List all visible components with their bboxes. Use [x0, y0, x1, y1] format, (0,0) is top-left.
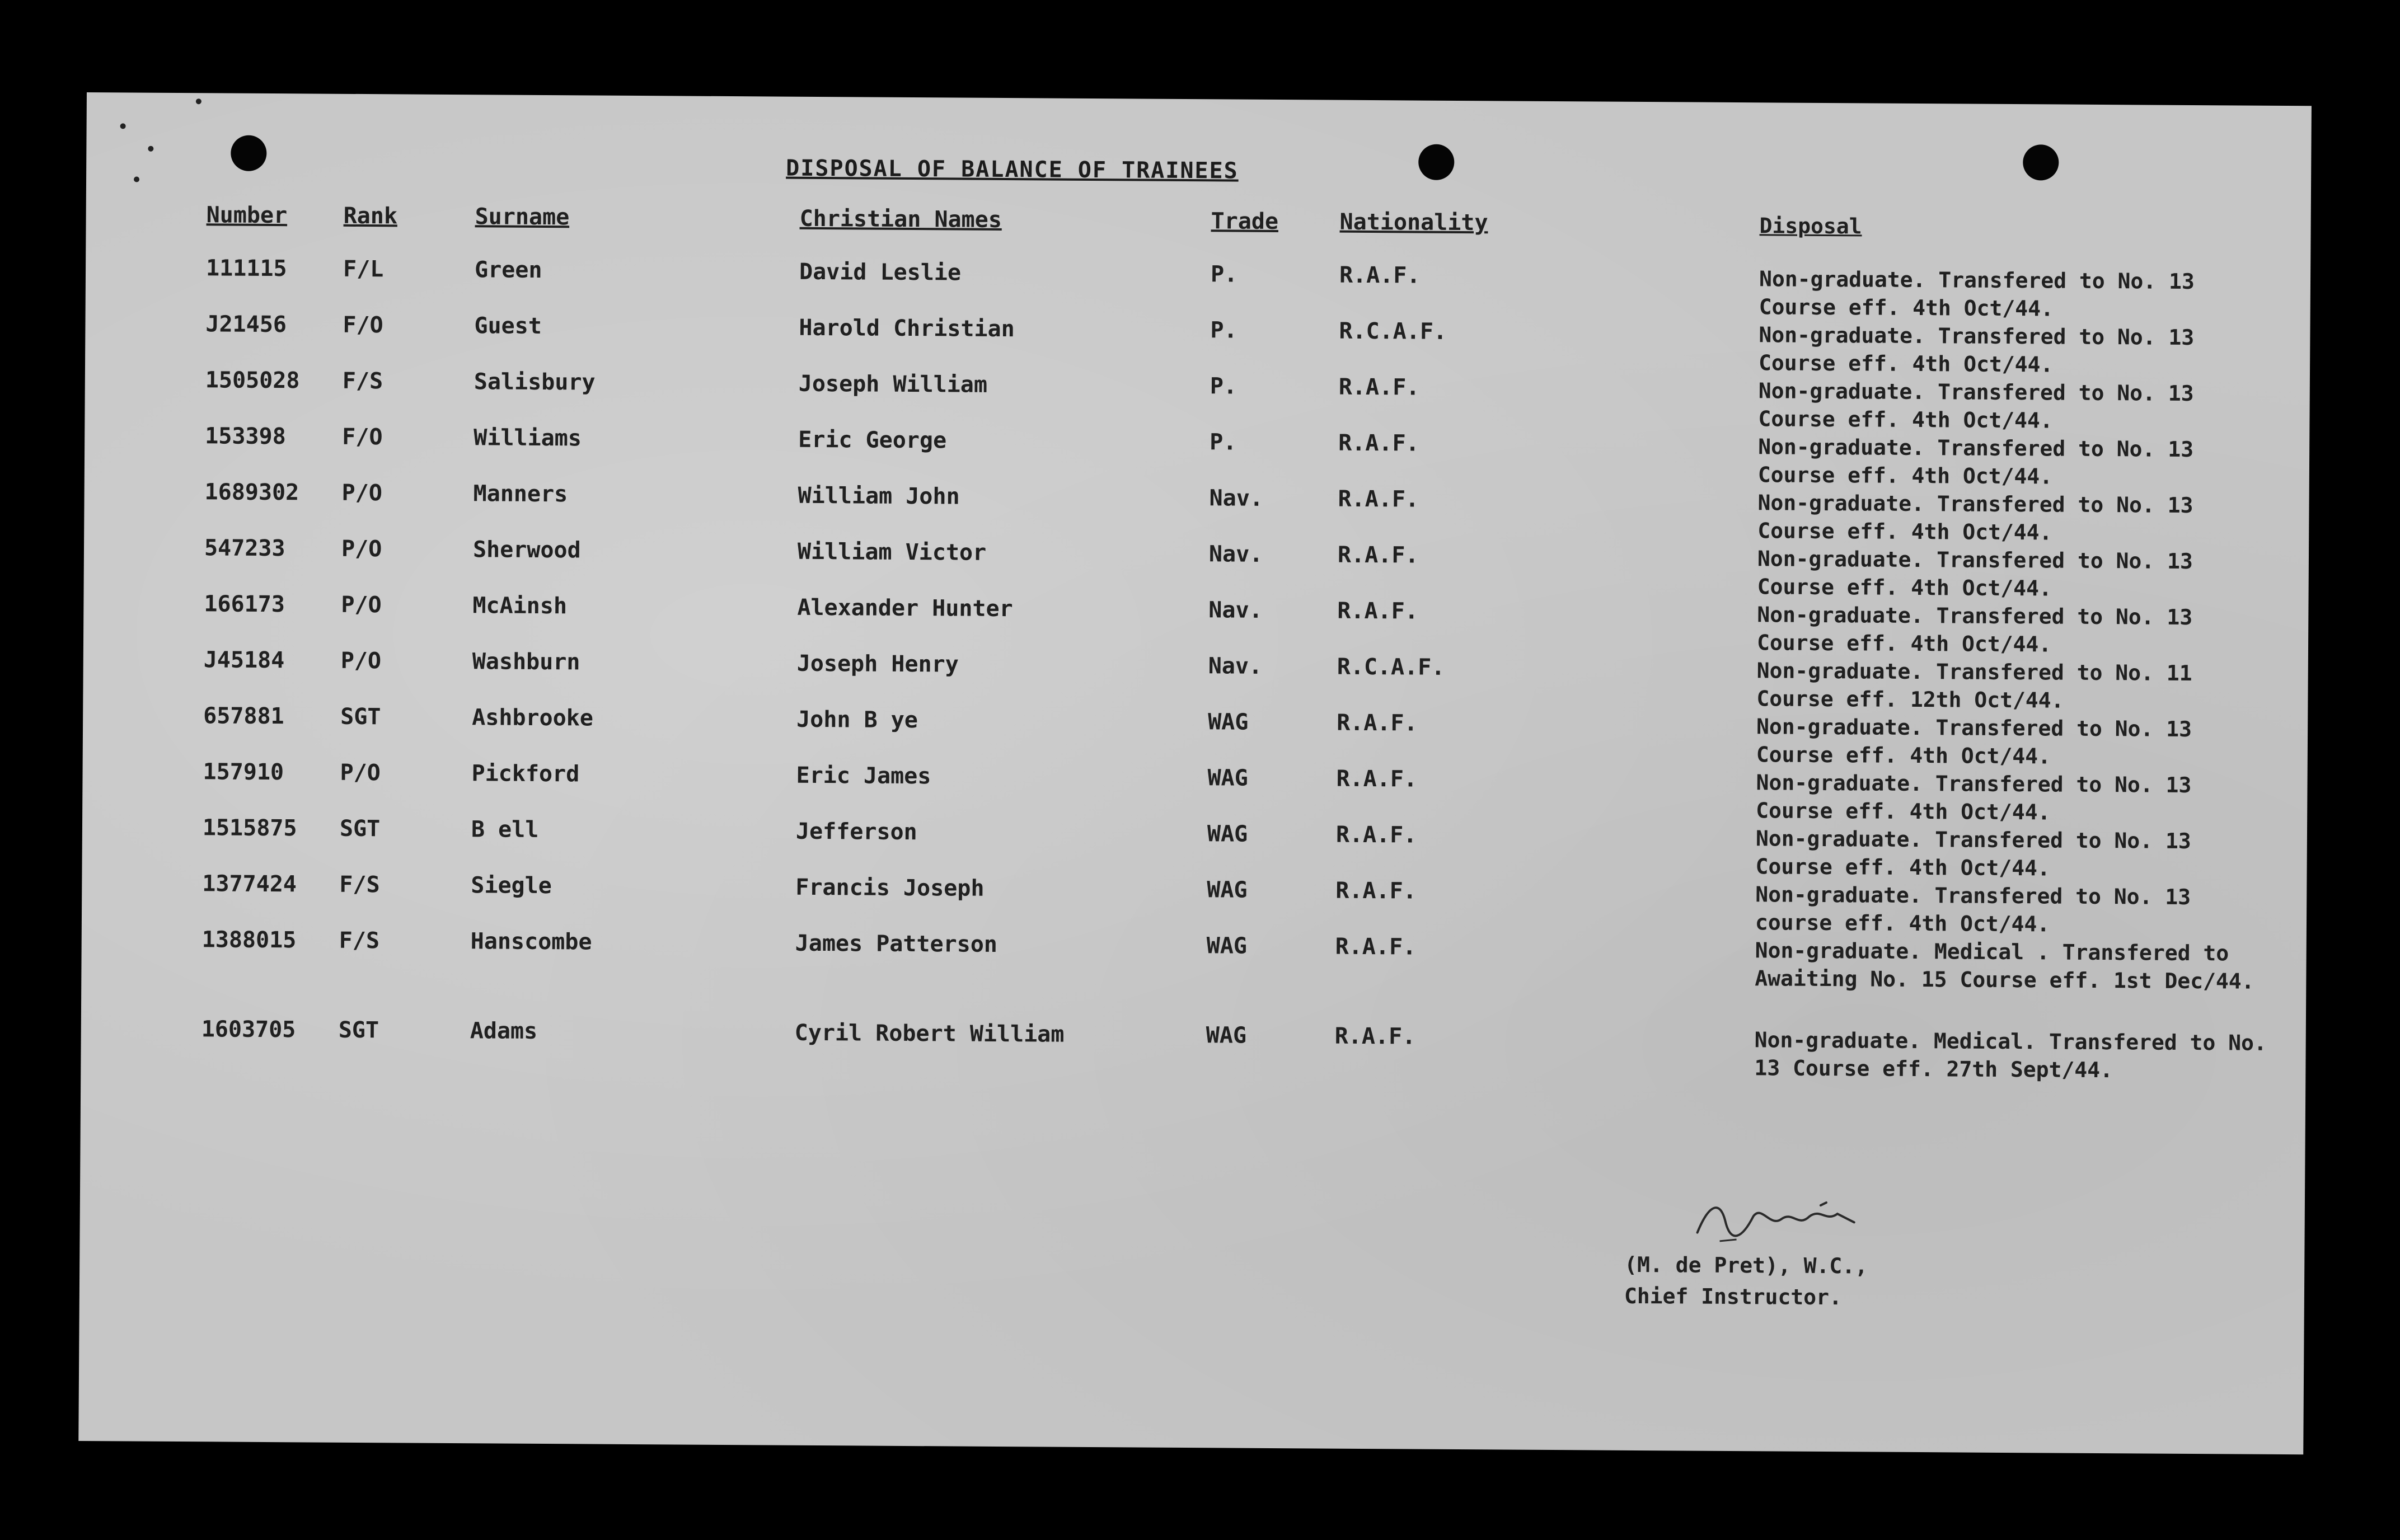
cell-nationality: R.A.F.	[1337, 598, 1419, 625]
table-row	[81, 1016, 2306, 1085]
cell-nationality: R.C.A.F.	[1339, 318, 1447, 345]
cell-nationality: R.A.F.	[1338, 430, 1419, 457]
ink-speck	[148, 146, 153, 152]
document-title: DISPOSAL OF BALANCE OF TRAINEES	[786, 155, 1239, 184]
cell-rank: SGT	[340, 703, 381, 730]
cell-rank: P/O	[340, 759, 381, 786]
cell-surname: Williams	[474, 425, 582, 452]
cell-christian-names: Cyril Robert William	[794, 1020, 1065, 1048]
cell-rank: F/S	[339, 871, 380, 898]
cell-christian-names: Eric James	[796, 762, 931, 790]
cell-disposal: Non-graduate. Transfered to No. 13 Course eff. 4th Oct/44.	[1757, 434, 2194, 489]
cell-rank: P/O	[341, 591, 382, 618]
cell-disposal: Non-graduate. Transfered to No. 13 Course eff. 4th Oct/44.	[1755, 826, 2191, 881]
cell-disposal: Non-graduate. Transfered to No. 13 Course eff. 4th Oct/44.	[1759, 266, 2195, 321]
cell-number: 153398	[205, 423, 286, 450]
table-row	[81, 926, 2307, 1023]
cell-christian-names: David Leslie	[799, 259, 962, 286]
cell-disposal: Non-graduate. Transfered to No. 13 Course eff. 4th Oct/44.	[1757, 546, 2193, 601]
cell-number: 1388015	[201, 927, 297, 954]
cell-surname: Guest	[474, 313, 542, 339]
cell-nationality: R.A.F.	[1337, 542, 1419, 569]
cell-disposal: Non-graduate. Medical. Transfered to No. 13 Course eff. 27th Sept/44.	[1754, 1027, 2267, 1083]
cell-trade: P.	[1210, 373, 1238, 400]
cell-disposal: Non-graduate. Transfered to No. 13 Course eff. 4th Oct/44.	[1756, 714, 2192, 769]
cell-disposal: Non-graduate. Transfered to No. 13 Course eff. 4th Oct/44.	[1756, 770, 2192, 825]
cell-number: 157910	[203, 759, 284, 786]
cell-trade: P.	[1210, 261, 1238, 288]
cell-trade: WAG	[1207, 877, 1248, 903]
cell-trade: Nav.	[1208, 541, 1263, 567]
cell-christian-names: Jefferson	[795, 818, 917, 846]
punch-hole-1	[231, 135, 266, 171]
cell-rank: P/O	[340, 647, 382, 674]
cell-christian-names: William Victor	[797, 538, 987, 566]
handwritten-signature	[1686, 1187, 1888, 1250]
cell-christian-names: William John	[798, 482, 960, 510]
cell-trade: WAG	[1207, 765, 1248, 791]
cell-nationality: R.A.F.	[1336, 766, 1418, 792]
cell-christian-names: John B ye	[796, 706, 918, 734]
cell-rank: P/O	[341, 536, 382, 562]
cell-rank: F/O	[343, 312, 383, 339]
cell-surname: Manners	[473, 481, 568, 508]
signatory-name: (M. de Pret), W.C.,	[1624, 1252, 1868, 1279]
column-header-nationality: Nationality	[1339, 209, 1488, 236]
cell-number: 1377424	[202, 871, 297, 898]
cell-trade: Nav.	[1208, 653, 1263, 679]
cell-surname: Adams	[470, 1018, 538, 1044]
cell-surname: Sherwood	[472, 537, 581, 564]
cell-number: 111115	[205, 255, 287, 282]
column-header-christian-names: Christian Names	[799, 205, 1002, 233]
cell-nationality: R.A.F.	[1339, 262, 1421, 289]
cell-nationality: R.A.F.	[1338, 374, 1420, 401]
cell-number: J21456	[205, 311, 287, 338]
cell-disposal: Non-graduate. Transfered to No. 13 Course eff. 4th Oct/44.	[1758, 378, 2194, 433]
cell-disposal: Non-graduate. Transfered to No. 11 Course eff. 12th Oct/44.	[1756, 658, 2192, 713]
signatory-title: Chief Instructor.	[1624, 1283, 1842, 1310]
cell-christian-names: Alexander Hunter	[797, 594, 1013, 622]
cell-rank: SGT	[339, 815, 381, 842]
cell-number: 547233	[204, 535, 285, 562]
punch-hole-3	[2023, 144, 2059, 180]
column-header-surname: Surname	[475, 204, 570, 231]
cell-christian-names: Francis Joseph	[795, 874, 985, 902]
ink-speck	[120, 123, 126, 129]
cell-nationality: R.C.A.F.	[1337, 654, 1445, 680]
cell-trade: WAG	[1208, 709, 1249, 735]
cell-christian-names: Harold Christian	[799, 314, 1015, 342]
cell-surname: Salisbury	[474, 369, 596, 396]
cell-rank: F/S	[339, 927, 380, 954]
cell-nationality: R.A.F.	[1334, 1023, 1416, 1050]
document-page	[78, 92, 2312, 1454]
cell-surname: Pickford	[471, 760, 580, 787]
cell-rank: F/L	[343, 256, 384, 283]
cell-surname: Siegle	[471, 872, 552, 899]
column-header-disposal: Disposal	[1759, 213, 1862, 239]
cell-number: 657881	[203, 703, 284, 730]
cell-disposal: Non-graduate. Medical . Transfered to Awaiting No. 15 Course eff. 1st Dec/44.	[1755, 938, 2254, 994]
punch-hole-2	[1418, 144, 1454, 180]
cell-disposal: Non-graduate. Transfered to No. 13 Course eff. 4th Oct/44.	[1758, 322, 2195, 377]
cell-christian-names: Joseph Henry	[796, 650, 959, 678]
column-header-number: Number	[206, 202, 288, 229]
cell-rank: P/O	[341, 480, 383, 506]
ink-speck	[196, 98, 201, 104]
cell-trade: WAG	[1206, 1022, 1247, 1049]
cell-nationality: R.A.F.	[1337, 710, 1418, 736]
cell-disposal: Non-graduate. Transfered to No. 13 Course eff. 4th Oct/44.	[1756, 602, 2193, 657]
signature-block	[1624, 1249, 1868, 1313]
cell-number: 166173	[204, 591, 285, 618]
cell-trade: Nav.	[1209, 485, 1264, 511]
cell-surname: McAinsh	[472, 593, 568, 619]
cell-trade: WAG	[1206, 933, 1248, 959]
cell-christian-names: Joseph William	[798, 370, 988, 398]
cell-rank: SGT	[338, 1017, 379, 1044]
cell-number: 1505028	[205, 367, 300, 394]
cell-number: 1689302	[204, 479, 299, 506]
cell-surname: Washburn	[472, 649, 580, 675]
cell-rank: F/S	[342, 368, 383, 395]
cell-surname: Hanscombe	[470, 928, 592, 955]
cell-number: J45184	[203, 647, 285, 674]
cell-disposal: Non-graduate. Transfered to No. 13 Course eff. 4th Oct/44.	[1757, 490, 2193, 545]
cell-number: 1603705	[201, 1016, 296, 1043]
column-header-rank: Rank	[343, 203, 398, 229]
cell-nationality: R.A.F.	[1335, 877, 1417, 904]
cell-disposal: Non-graduate. Transfered to No. 13 course eff. 4th Oct/44.	[1755, 882, 2191, 937]
cell-surname: Ashbrooke	[472, 705, 594, 731]
cell-nationality: R.A.F.	[1338, 486, 1419, 513]
cell-nationality: R.A.F.	[1335, 933, 1417, 960]
cell-christian-names: Eric George	[798, 426, 947, 454]
cell-nationality: R.A.F.	[1335, 821, 1417, 848]
cell-trade: WAG	[1207, 821, 1248, 847]
ink-speck	[134, 177, 139, 182]
cell-trade: Nav.	[1208, 597, 1263, 623]
cell-surname: B ell	[471, 816, 539, 843]
cell-number: 1515875	[202, 815, 297, 842]
column-header-trade: Trade	[1211, 208, 1279, 235]
cell-rank: F/O	[342, 424, 383, 450]
cell-christian-names: James Patterson	[795, 930, 998, 957]
cell-trade: P.	[1210, 429, 1237, 456]
cell-trade: P.	[1210, 317, 1238, 344]
cell-surname: Green	[474, 257, 542, 283]
